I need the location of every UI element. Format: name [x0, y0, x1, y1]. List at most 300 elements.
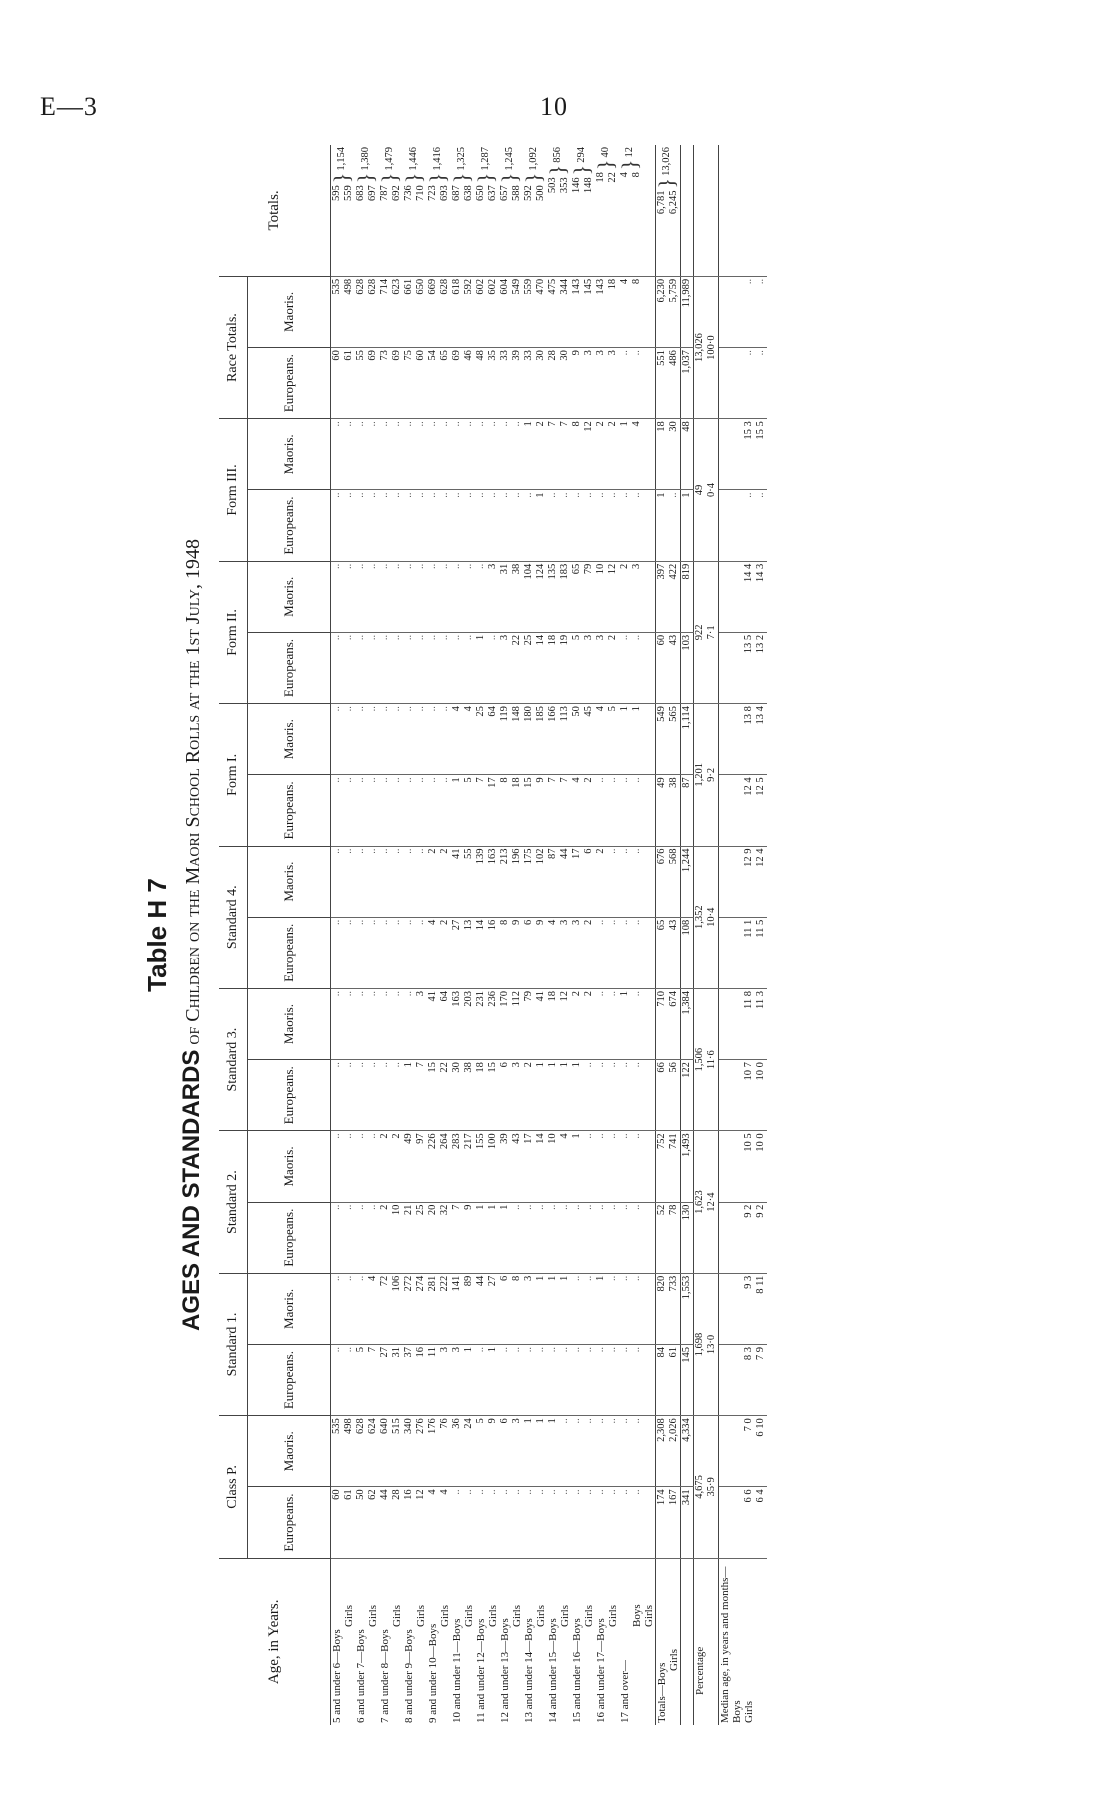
cell-boys: 7	[475, 777, 486, 783]
cell-boys: 602	[475, 278, 486, 295]
cell-girls: ..	[631, 350, 642, 356]
cell-girls: ..	[607, 1418, 618, 1424]
median-cell	[719, 561, 768, 632]
cell-boys: 559	[523, 278, 534, 295]
cell-boys: ..	[595, 1418, 606, 1424]
total-boys: 4	[619, 172, 630, 178]
cell-girls: ..	[631, 990, 642, 997]
grand-total-sum: 13,026	[661, 147, 672, 176]
table-cell	[427, 1202, 451, 1273]
table-cell	[571, 1273, 595, 1344]
brace-icon: }	[449, 172, 474, 184]
cell-girls: ..	[583, 1275, 594, 1282]
table-cell	[499, 775, 523, 846]
cell-girls: 2	[391, 1133, 402, 1139]
table-cell	[619, 1060, 656, 1131]
median-girls: 7 9	[755, 1347, 766, 1361]
cell-girls: 32	[439, 1204, 450, 1216]
table-cell	[595, 1060, 619, 1131]
cell-girls: ..	[367, 919, 378, 925]
cell-boys: 1	[523, 421, 534, 427]
cell-boys: ..	[379, 492, 390, 498]
cell-boys: 1	[547, 1275, 558, 1282]
median-boys: 15 3	[743, 421, 754, 440]
cell-girls: ..	[607, 777, 618, 783]
total-sum: 40	[600, 147, 611, 158]
table-cell	[595, 1416, 619, 1487]
cell-boys: ..	[403, 421, 414, 427]
table-cell	[619, 1273, 656, 1344]
totals-cell	[656, 1202, 681, 1273]
sum-cell: 1,384	[681, 988, 694, 1059]
row-total	[571, 145, 595, 276]
table-cell	[523, 490, 547, 561]
cell-girls: 549	[511, 278, 522, 295]
table-cell	[475, 1345, 499, 1416]
table-cell	[427, 917, 451, 988]
cell-girls: ..	[631, 1204, 642, 1210]
cell-boys: 549	[656, 706, 667, 722]
cell-girls: 7	[415, 1062, 426, 1068]
age-label-boys: 17 and over—	[619, 1660, 631, 1723]
cell-girls: ..	[607, 1204, 618, 1210]
table-cell	[331, 704, 356, 775]
cell-boys: 104	[523, 563, 534, 580]
cell-boys: ..	[427, 777, 438, 783]
cell-girls: 27	[487, 1275, 498, 1287]
totals-label-girls: Girls	[668, 1649, 680, 1671]
table-cell	[355, 1487, 379, 1558]
cell-boys: ..	[619, 919, 630, 925]
cell-boys: ..	[379, 706, 390, 712]
age-label-girls: Girls	[535, 1605, 547, 1627]
row-total	[523, 145, 547, 276]
cell-girls: 25	[415, 1204, 426, 1216]
age-label-boys: 13 and under 14—Boys	[523, 1618, 535, 1723]
cell-boys: ..	[571, 1204, 582, 1210]
sum-empty	[681, 145, 694, 276]
age-row	[451, 145, 475, 1725]
cell-girls: 3	[583, 350, 594, 356]
cell-boys: 6	[499, 1418, 510, 1424]
cell-boys: 66	[656, 1062, 667, 1073]
table-cell	[595, 1345, 619, 1416]
cell-boys: ..	[619, 1133, 630, 1139]
cell-boys: ..	[523, 1204, 534, 1210]
cell-boys: 1	[403, 1062, 414, 1068]
cell-girls: ..	[559, 1418, 570, 1424]
cell-girls: 6	[583, 848, 594, 854]
table-cell	[451, 276, 475, 347]
table-cell	[499, 276, 523, 347]
table-cell	[403, 632, 427, 703]
cell-girls: ..	[391, 1062, 402, 1068]
cell-girls: 18	[511, 777, 522, 788]
percentage-count: 4,675	[694, 1475, 705, 1499]
cell-girls: 61	[343, 1489, 354, 1500]
total-pair	[523, 185, 547, 201]
age-label	[427, 1558, 451, 1725]
grand-total-boys: 6,781	[656, 190, 667, 215]
cell-girls: ..	[511, 1204, 522, 1210]
cell-girls: 344	[559, 278, 570, 295]
brace-icon: }	[497, 172, 522, 184]
total-boys: 595	[331, 185, 342, 201]
cell-boys: ..	[331, 1204, 342, 1210]
cell-girls: 9	[463, 1204, 474, 1210]
table-cell	[595, 775, 619, 846]
total-boys: 650	[475, 185, 486, 201]
cell-girls: 674	[668, 990, 679, 1007]
percentage-count: 13,026	[694, 333, 705, 362]
table-cell	[403, 1273, 427, 1344]
median-cell	[719, 1273, 768, 1344]
cell-girls: 2	[439, 848, 450, 854]
table-cell	[331, 490, 356, 561]
cell-girls: ..	[343, 492, 354, 498]
percentage-value: 35·9	[706, 1477, 717, 1497]
cell-boys: 340	[403, 1418, 414, 1434]
cell-boys: 65	[571, 563, 582, 575]
table-cell	[571, 775, 595, 846]
cell-boys: ..	[355, 706, 366, 712]
cell-girls: ..	[367, 990, 378, 997]
cell-girls: ..	[631, 848, 642, 854]
cell-girls: 3	[487, 563, 498, 569]
cell-boys: 2	[523, 1062, 534, 1068]
table-cell	[499, 1487, 523, 1558]
cell-girls: 4	[463, 706, 474, 712]
percentage-label: Percentage	[694, 1558, 719, 1725]
total-wrap	[475, 147, 499, 274]
table-cell	[475, 704, 499, 775]
table-cell	[475, 1416, 499, 1487]
table-cell	[475, 775, 499, 846]
sum-cell: 145	[681, 1345, 694, 1416]
cell-girls: 4	[559, 1133, 570, 1139]
cell-boys: ..	[331, 990, 342, 997]
cell-girls: ..	[343, 1347, 354, 1353]
cell-girls: 38	[511, 563, 522, 575]
sum-cell: 130	[681, 1202, 694, 1273]
percentage-count: 1,201	[694, 763, 705, 787]
cell-girls: 112	[511, 990, 522, 1007]
table-cell	[403, 1131, 427, 1202]
table-cell	[403, 276, 427, 347]
table-cell	[355, 490, 379, 561]
cell-girls: ..	[559, 1489, 570, 1495]
row-total	[619, 145, 656, 276]
page-number: 10	[540, 92, 568, 121]
table-cell	[427, 1416, 451, 1487]
total-sum: 1,245	[504, 147, 515, 171]
total-sum: 1,380	[360, 147, 371, 171]
cell-boys: ..	[499, 1347, 510, 1353]
total-pair	[427, 185, 451, 201]
table-cell	[499, 846, 523, 917]
table-cell	[547, 1487, 571, 1558]
cell-boys: ..	[451, 421, 462, 427]
cell-boys: 141	[451, 1275, 462, 1292]
page-identifier: E—3	[40, 92, 98, 121]
cell-boys: ..	[619, 1062, 630, 1068]
table-cell	[547, 775, 571, 846]
table-cell	[355, 561, 379, 632]
cell-boys: 84	[656, 1347, 667, 1358]
cell-girls: 102	[535, 848, 546, 865]
cell-boys: 41	[427, 990, 438, 1002]
table-cell	[475, 490, 499, 561]
cell-girls: ..	[343, 563, 354, 569]
cell-girls: 35	[487, 350, 498, 361]
table-cell	[571, 1202, 595, 1273]
age-label-boys: 10 and under 11—Boys	[451, 1618, 463, 1723]
sub-header-maoris: Maoris.	[248, 846, 331, 917]
cell-girls: 30	[559, 350, 570, 361]
age-label-girls: Girls	[511, 1605, 523, 1627]
table-cell	[523, 1060, 547, 1131]
cell-girls: 498	[343, 278, 354, 295]
table-cell	[475, 419, 499, 490]
table-cell	[403, 1202, 427, 1273]
cell-girls: ..	[631, 777, 642, 783]
row-total	[403, 145, 427, 276]
cell-boys: 3	[523, 1275, 534, 1282]
cell-girls: 515	[391, 1418, 402, 1434]
cell-girls: 22	[511, 634, 522, 646]
cell-boys: ..	[379, 563, 390, 569]
cell-girls: ..	[583, 1418, 594, 1424]
table-cell	[571, 1416, 595, 1487]
total-pair	[355, 185, 379, 201]
median-cell	[719, 276, 768, 347]
cell-girls: ..	[631, 919, 642, 925]
cell-girls: ..	[463, 492, 474, 498]
total-sum: 1,325	[456, 147, 467, 171]
table-cell	[619, 917, 656, 988]
table-cell	[571, 419, 595, 490]
cell-girls: ..	[583, 1133, 594, 1139]
cell-boys: ..	[595, 990, 606, 997]
cell-boys: 4	[547, 919, 558, 925]
cell-boys: 15	[427, 1062, 438, 1073]
cell-girls: 486	[668, 350, 679, 366]
cell-boys: ..	[619, 1418, 630, 1424]
percentage-cell	[694, 1131, 719, 1273]
cell-boys: ..	[331, 848, 342, 854]
sub-header-europeans: Europeans.	[248, 632, 331, 703]
cell-boys: 15	[523, 777, 534, 788]
table-cell	[619, 490, 656, 561]
table-cell	[355, 775, 379, 846]
cell-girls: ..	[583, 1204, 594, 1210]
cell-girls: 592	[463, 278, 474, 295]
cell-boys: ..	[355, 848, 366, 854]
median-girls: 13 4	[755, 706, 766, 725]
cell-girls: ..	[343, 919, 354, 925]
age-label-girls: Girls	[583, 1605, 595, 1627]
cell-boys: 4	[571, 777, 582, 783]
cell-boys: 18	[475, 1062, 486, 1073]
age-label	[595, 1558, 619, 1725]
cell-boys: ..	[619, 634, 630, 641]
sub-header-europeans: Europeans.	[248, 490, 331, 561]
cell-boys: 60	[656, 634, 667, 646]
cell-boys: 73	[379, 350, 390, 361]
cell-boys: 33	[499, 350, 510, 361]
cell-girls: 264	[439, 1133, 450, 1150]
age-label	[379, 1558, 403, 1725]
cell-girls: ..	[415, 706, 426, 712]
table-cell	[595, 917, 619, 988]
cell-girls: ..	[367, 777, 378, 783]
total-boys: 683	[355, 185, 366, 201]
cell-boys: 2	[595, 421, 606, 427]
cell-girls: ..	[607, 1489, 618, 1495]
table-cell	[475, 1131, 499, 1202]
group-header: Form II.	[219, 561, 248, 703]
table-cell	[475, 1487, 499, 1558]
age-label-boys: 7 and under 8—Boys	[379, 1629, 391, 1723]
cell-boys: 21	[403, 1204, 414, 1216]
cell-girls: ..	[343, 777, 354, 783]
cell-girls: 1	[631, 706, 642, 712]
cell-girls: 741	[668, 1133, 679, 1150]
brace-icon: }	[521, 172, 546, 184]
table-cell	[595, 561, 619, 632]
age-label	[619, 1558, 656, 1725]
total-sum: 1,287	[480, 147, 491, 171]
cell-boys: 87	[547, 848, 558, 860]
table-cell	[523, 846, 547, 917]
percentage-value: 7·1	[706, 625, 717, 640]
median-boys: 9 2	[743, 1204, 754, 1218]
cell-girls: 274	[415, 1275, 426, 1292]
cell-girls: 650	[415, 278, 426, 295]
cell-boys: ..	[427, 563, 438, 569]
table-cell	[427, 704, 451, 775]
cell-boys: 5	[355, 1347, 366, 1353]
percentage-row	[694, 145, 719, 1725]
age-label-girls: Girls	[415, 1605, 427, 1627]
percentage-value: 100·0	[706, 335, 717, 360]
cell-boys: 618	[451, 278, 462, 295]
cell-girls: ..	[415, 421, 426, 427]
cell-girls: 7	[367, 1347, 378, 1353]
cell-boys: 60	[331, 350, 342, 361]
table-cell	[619, 632, 656, 703]
cell-boys: 4	[451, 706, 462, 712]
cell-girls: ..	[583, 1489, 594, 1495]
cell-boys: 2	[427, 848, 438, 854]
median-cell	[719, 704, 768, 775]
cell-girls: ..	[343, 1133, 354, 1139]
table-cell	[595, 988, 619, 1059]
table-cell	[451, 704, 475, 775]
age-label-girls: Boys	[631, 1604, 643, 1627]
cell-girls: 8	[511, 1275, 522, 1282]
table-cell	[331, 561, 356, 632]
total-girls: 353	[559, 177, 570, 194]
age-label	[355, 1558, 379, 1725]
table-cell	[331, 1060, 356, 1131]
median-girls: 12 5	[755, 777, 766, 796]
cell-boys: ..	[451, 563, 462, 569]
table-cell	[451, 348, 475, 419]
cell-girls: 5	[607, 706, 618, 712]
table-cell	[451, 846, 475, 917]
cell-boys: ..	[355, 492, 366, 498]
cell-boys: 1	[475, 1204, 486, 1210]
cell-girls: 9	[487, 1418, 498, 1424]
cell-girls: 183	[559, 563, 570, 580]
cell-girls: 9	[535, 777, 546, 783]
table-cell	[355, 917, 379, 988]
cell-boys: ..	[379, 1062, 390, 1068]
cell-girls: 196	[511, 848, 522, 865]
totals-cell	[656, 1131, 681, 1202]
cell-boys: ..	[523, 1489, 534, 1495]
table-cell	[523, 1416, 547, 1487]
table-cell	[547, 348, 571, 419]
age-row	[523, 145, 547, 1725]
table-cell	[523, 1487, 547, 1558]
totals-cell	[656, 1345, 681, 1416]
totals-label	[656, 1558, 681, 1725]
table-cell	[331, 419, 356, 490]
median-girls: 6 10	[755, 1418, 766, 1437]
cell-boys: 475	[547, 278, 558, 295]
cell-boys: ..	[331, 492, 342, 498]
cell-girls: ..	[391, 919, 402, 925]
cell-girls: 222	[439, 1275, 450, 1292]
cell-girls: 3	[511, 1062, 522, 1068]
percentage-empty	[694, 145, 719, 276]
percentage-cell	[694, 704, 719, 846]
total-girls: 637	[487, 185, 498, 201]
table-cell	[571, 917, 595, 988]
cell-girls: 8	[631, 278, 642, 285]
group-header: Standard 1.	[219, 1273, 248, 1415]
table-cell	[523, 988, 547, 1059]
table-cell	[451, 1487, 475, 1558]
total-pair	[379, 185, 403, 201]
cell-boys: 1	[523, 1418, 534, 1424]
total-wrap	[331, 147, 355, 274]
cell-boys: 7	[547, 777, 558, 783]
table-cell	[403, 348, 427, 419]
median-boys: 6 6	[743, 1489, 754, 1503]
table-cell	[547, 988, 571, 1059]
table-cell	[571, 348, 595, 419]
cell-girls: 61	[668, 1347, 679, 1358]
cell-girls: ..	[391, 634, 402, 641]
grand-total-pair	[656, 190, 680, 214]
table-cell	[595, 632, 619, 703]
table-cell	[427, 1487, 451, 1558]
table-cell	[379, 1487, 403, 1558]
age-label-girls: Girls	[343, 1605, 355, 1627]
total-pair	[403, 185, 427, 201]
cell-girls: 43	[668, 919, 679, 931]
age-label-boys: 14 and under 15—Boys	[547, 1618, 559, 1723]
table-cell	[451, 419, 475, 490]
median-girls: 10 0	[755, 1062, 766, 1081]
cell-boys: ..	[499, 421, 510, 427]
totals-cell	[656, 704, 681, 775]
percentage-cell	[694, 846, 719, 988]
median-boys: 7 0	[743, 1418, 754, 1432]
